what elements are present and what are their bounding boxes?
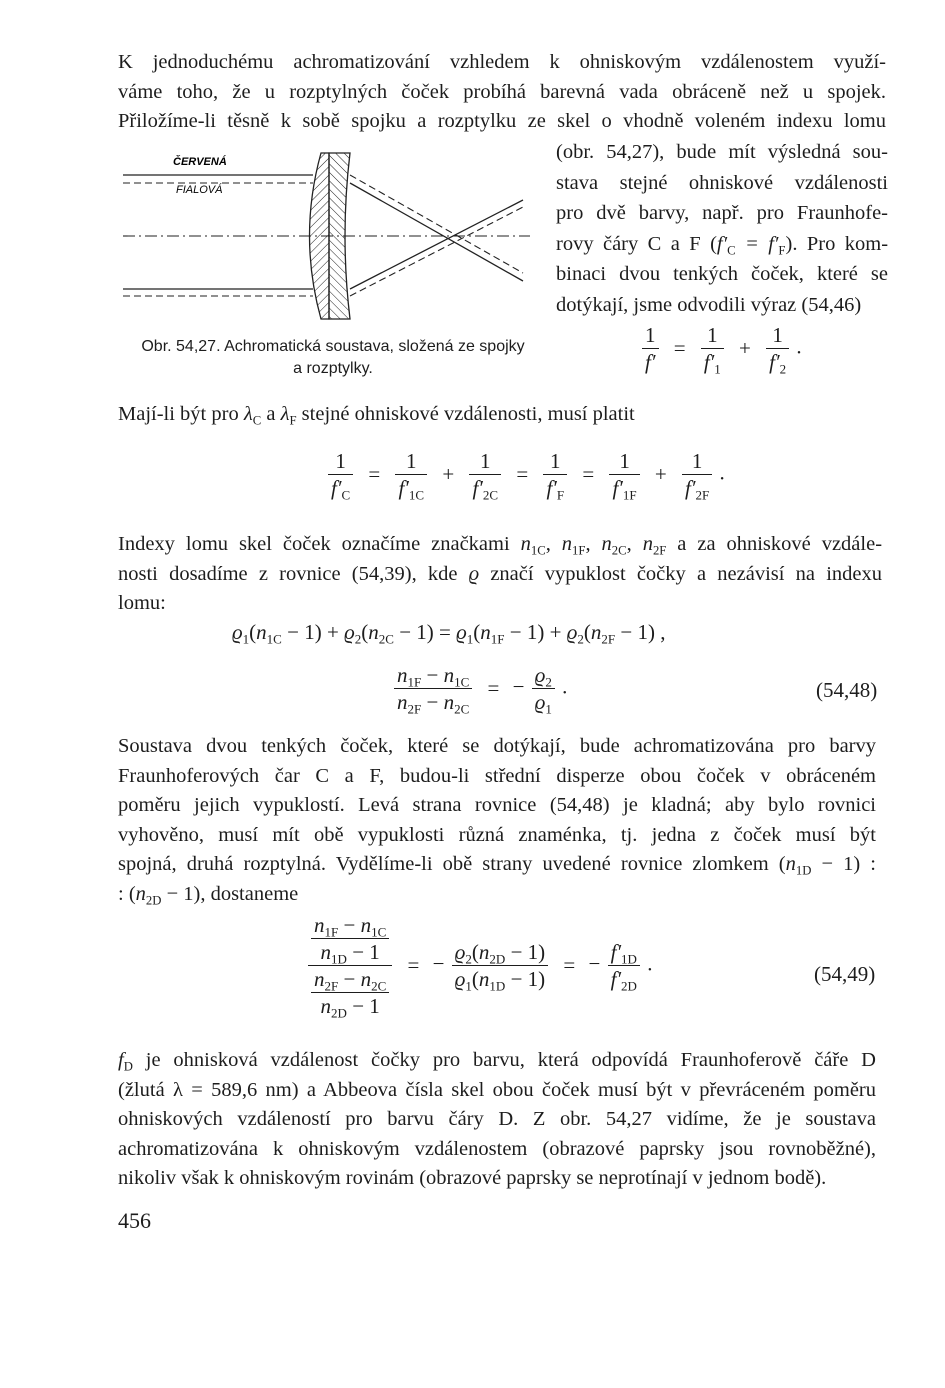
caption-line: Obr. 54,27. Achromatická soustava, složená ze spojky xyxy=(141,338,525,355)
ray-out-1 xyxy=(350,175,523,273)
text-fragment: rovy čáry C a F ( xyxy=(556,232,717,255)
paragraph-intro-right-column xyxy=(556,137,888,320)
text-line: stava stejné ohniskové vzdálenosti xyxy=(556,171,888,194)
label-violet: FIALOVÁ xyxy=(176,184,223,196)
text-line: (žlutá λ = 589,6 nm) a Abbeova čísla skel obou čoček musí být v převráceném poměru xyxy=(118,1078,876,1101)
ray-out-4 xyxy=(350,207,523,296)
equation-54-49: $\frac{\frac{n_{1F} - n_{1C}}{n_{1D} - 1}}{\frac{n_{2F} - n_{2C}}{n_{2D} - 1}}$ = − $\frac{ϱ_2(n_{2D} - 1)}{ϱ_1(n_{1D} - 1)}$ = − $\frac{f'_{1D}}{f'_{2D}}$ . xyxy=(306,912,652,1019)
text-line: achromatizována k ohniskovým vzdálenostem (obrazové paprsky jsou rovnoběžné), xyxy=(118,1137,876,1160)
text-line: nosti dosadíme z rovnice (54,39), kde ϱ značí vypuklost čočky a nezávisí na indexu xyxy=(118,562,882,585)
text-fragment: ). Pro kom- xyxy=(785,232,889,255)
paragraph-intro xyxy=(118,48,886,137)
text-line: pro dvě barvy, např. pro Fraunhofe- xyxy=(556,202,888,224)
text-line: dotýkají, jsme odvodili výraz (54,46) xyxy=(556,293,862,316)
fraction: $\frac{1}{f'_2}$ xyxy=(766,322,789,375)
paragraph-condition: Mají-li být pro $\lambda_C$ a $\lambda_F$ stejné ohniskové vzdálenosti, musí platit xyxy=(118,403,635,428)
text-line: spojná, druhá rozptylná. Vydělíme-li obě strany uvedené rovnice zlomkem $(n_{1D} - 1)$ : xyxy=(118,853,876,878)
equation-curvature-relation: $ϱ_1(n_{1C} - 1) + ϱ_2(n_{2C} - 1) = ϱ_1(n_{1F} - 1) + ϱ_2(n_{2F} - 1)$ , xyxy=(232,620,666,647)
text-line: Soustava dvou tenkých čoček, které se dotýkají, bude achromatizována pro barvy xyxy=(118,735,876,757)
text-line: váme toho, že u rozptylných čoček probíhá barevná vada obráceně než u spojek. xyxy=(118,80,886,103)
equation-54-48: $\frac{n_{1F} - n_{1C}}{n_{2F} - n_{2C}}$ = − $\frac{ϱ_2}{ϱ_1}$ . xyxy=(392,662,567,715)
equation-number: (54,49) xyxy=(814,962,876,986)
text-line: K jednoduchému achromatizování vzhledem k ohniskovým vzdálenostem využí- xyxy=(118,51,886,73)
compound-fraction: $\frac{\frac{n_{1F} - n_{1C}}{n_{1D} - 1}}{\frac{n_{2F} - n_{2C}}{n_{2D} - 1}}$ xyxy=(308,912,392,1019)
text-line: $f_D$ je ohnisková vzdálenost čočky pro barvu, která odpovídá Fraunhoferově čáře D xyxy=(118,1049,876,1074)
caption-line: a rozptylky. xyxy=(293,360,373,377)
text-line: Fraunhoferových čar C a F, budou-li střední disperze obou čoček v obráceném xyxy=(118,764,876,787)
text-line: vyhověno, musí mít obě vypuklosti různá znaménka, tj. jedna z čoček musí být xyxy=(118,823,876,846)
page-number: 456 xyxy=(118,1208,151,1233)
equation-number: (54,48) xyxy=(816,678,878,702)
text-line: Přiložíme-li těsně k sobě spojku a rozptylku ze skel o vhodně voleném indexu lomu xyxy=(118,110,886,132)
figure-achromatic-lens xyxy=(118,148,538,328)
text-line: ohniskových vzdáleností pro barvu čáry D. Z obr. 54,27 vidíme, že je soustava xyxy=(118,1108,876,1130)
text-line xyxy=(556,229,888,260)
text-line: Indexy lomu skel čoček označíme značkami $n_{1C}$, $n_{1F}$, $n_{2C}$, $n_{2F}$ a za ohniskové vzdále- xyxy=(118,533,883,558)
label-red: ČERVENÁ xyxy=(173,156,227,168)
figure-caption xyxy=(118,336,548,380)
converging-lens xyxy=(310,153,330,319)
text-line: poměru jejich vypuklostí. Levá strana rovnice (54,48) je kladná; aby bylo rovnici xyxy=(118,794,876,816)
paragraph-achromatization xyxy=(118,732,876,909)
ray-out-2 xyxy=(350,183,523,281)
equation-54-46: $\frac{1}{f'}$ = $\frac{1}{f'_1}$ + $\frac{1}{f'_2}$ . xyxy=(640,322,802,375)
lens-diagram xyxy=(118,148,538,328)
equation-focal-equality: $\frac{1}{f'_C}$ = $\frac{1}{f'_{1C}}$ + $\frac{1}{f'_{2C}}$ = $\frac{1}{f'_F}$ = $\frac{1}{f'_{1F}}$ + $\frac{1}{f'_{2F}}$ . xyxy=(326,448,725,501)
fraction: $\frac{1}{f'_1}$ xyxy=(701,322,724,375)
ray-out-3 xyxy=(350,200,523,289)
text-line: lomu: xyxy=(118,592,166,614)
text-line: nikoliv však k ohniskovým rovinám (obrazové paprsky se neprotínají v jednom bodě). xyxy=(118,1167,827,1189)
math-inline: $f'_C = f'_F$ xyxy=(716,232,786,257)
paragraph-abbe xyxy=(118,1046,876,1194)
paragraph-indices xyxy=(118,530,882,619)
text-line: : $(n_{2D} - 1)$, dostaneme xyxy=(118,882,299,907)
text-line: binaci dvou tenkých čoček, které se xyxy=(556,263,888,285)
text-line: (obr. 54,27), bude mít výsledná sou- xyxy=(556,141,888,163)
fraction: $\frac{1}{f'}$ xyxy=(642,322,659,375)
